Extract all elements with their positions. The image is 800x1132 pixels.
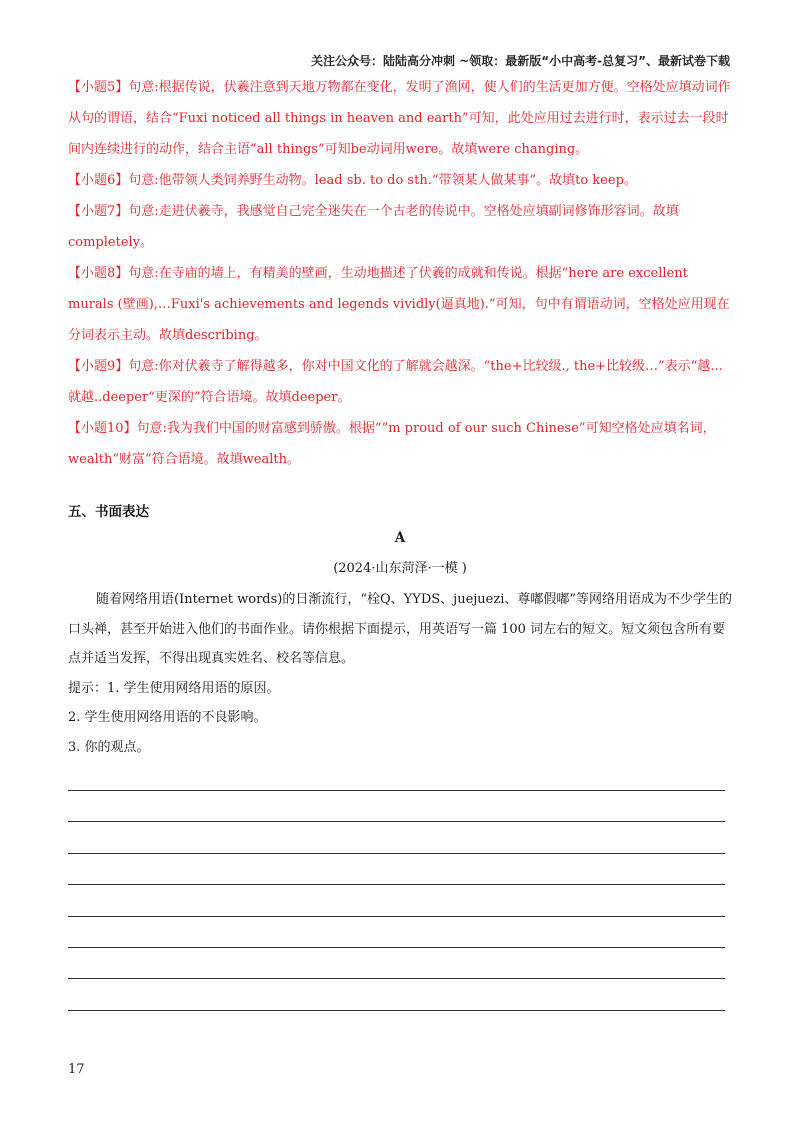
writing-line [68, 790, 725, 791]
answer-5: 【小题5】句意:根据传说，伏羲注意到天地万物都在变化，发明了渔网，使人们的生活更加方便。空格处应填动词作从句的谓语，结合“Fuxi noticed all things in heaven and earth”可知，此处应用过去进行时，表示过去一段时间内连续进行的动作，结合主语“all things”可知be动词用were。故填were changing。 [68, 80, 731, 157]
writing-prompt [68, 585, 734, 762]
hint-3: 3. 你的观点。 [68, 739, 150, 755]
answer-6: 【小题6】句意:他带领人类饲养野生动物。lead sb. to do sth.“带领某人做某事”。故填to keep。 [68, 173, 637, 188]
page-header: 关注公众号：陆陆高分冲刺 ~领取：最新版“小中高考-总复习”、最新试卷下载 [311, 54, 730, 68]
answer-lines [68, 790, 725, 1041]
answer-8: 【小题8】句意:在寺庙的墙上，有精美的壁画，生动地描述了伏羲的成就和传说。根据“here are excellent murals (壁画),…Fuxi's achievements and legends vividly(逼真地).”可知，句中有谓语动词，空格处应用现在分词表示主动。故填describing。 [68, 266, 730, 343]
hint-1: 提示：1. 学生使用网络用语的原因。 [68, 680, 280, 696]
writing-line [68, 1010, 725, 1011]
writing-line [68, 916, 725, 917]
writing-line [68, 821, 725, 822]
page-number: 17 [68, 1062, 85, 1077]
writing-line [68, 978, 725, 979]
writing-line [68, 853, 725, 854]
section-title: 五、书面表达 [68, 504, 149, 520]
hint-2: 2. 学生使用网络用语的不良影响。 [68, 710, 267, 725]
question-letter: A [394, 530, 406, 546]
answer-10: 【小题10】句意:我为我们中国的财富感到骄傲。根据“”m proud of our such Chinese”可知空格处应填名词，wealth“财富”符合语境。故填wealth。 [68, 421, 716, 467]
writing-line [68, 884, 725, 885]
answer-9: 【小题9】句意:你对伏羲寺了解得越多，你对中国文化的了解就会越深。“the+比较级., the+比较级…”表示“越...就越..deeper“更深的”符合语境。故填deeper。 [68, 359, 723, 405]
answer-7: 【小题7】句意:走进伏羲寺，我感觉自己完全迷失在一个古老的传说中。空格处应填副词修饰形容词。故填completely。 [68, 204, 679, 250]
prompt-paragraph: 随着网络用语(Internet words)的日渐流行，“栓Q、YYDS、juejuezi、尊嘟假嘟”等网络用语成为不少学生的口头禅，甚至开始进入他们的书面作业。请你根据下面提示，用英语写一篇 100 词左右的短文。短文须包含所有要点并适当发挥，不得出现真实姓名、校名等信息。 [68, 592, 733, 666]
writing-line [68, 947, 725, 948]
answer-explanations [68, 72, 734, 475]
question-source: (2024·山东菏泽·一模 ) [333, 561, 467, 576]
